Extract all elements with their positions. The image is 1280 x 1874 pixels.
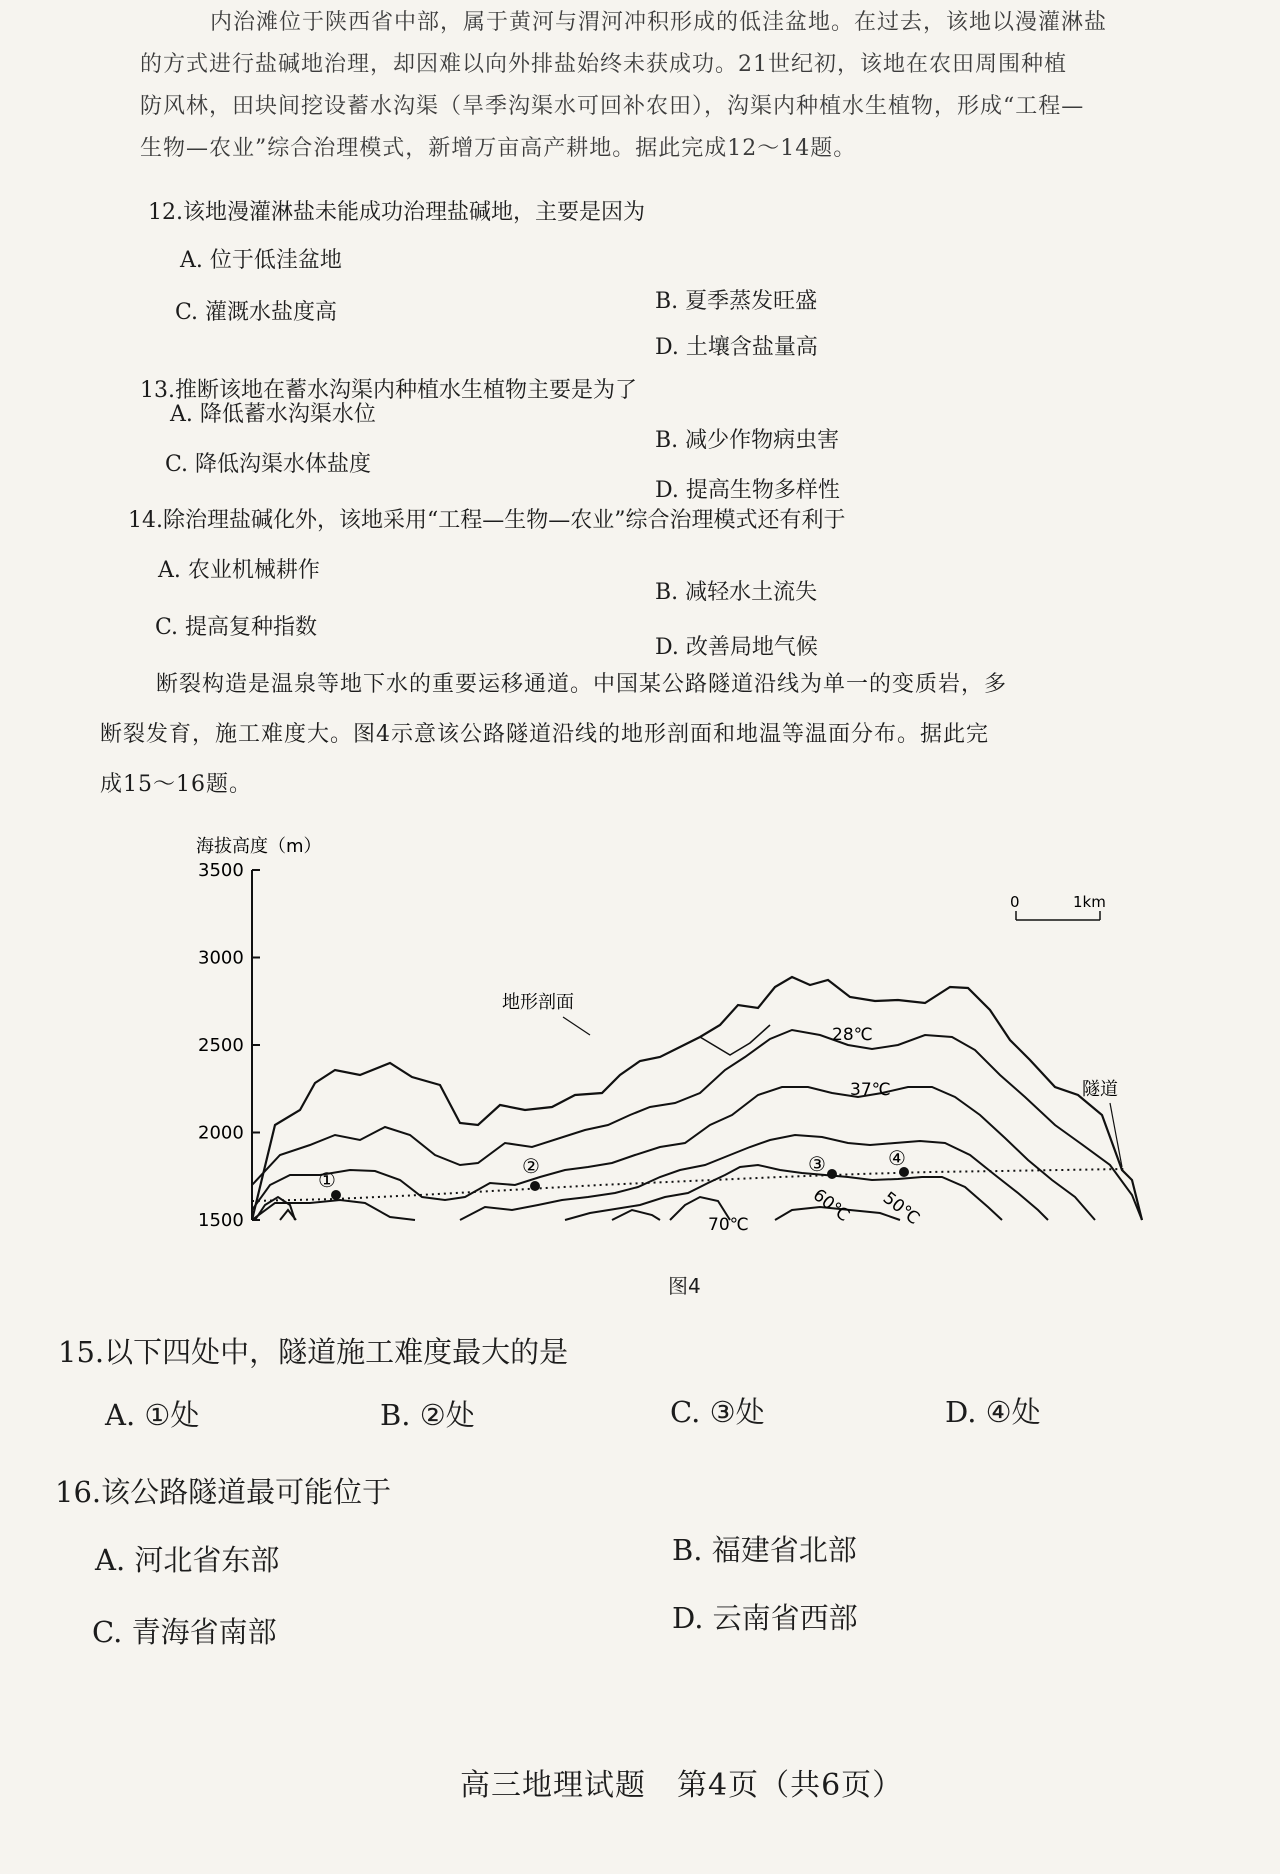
option-12-b[interactable]: B. 夏季蒸发旺盛 <box>655 289 818 314</box>
question-number: 14. <box>128 508 163 533</box>
option-13-d[interactable]: D. 提高生物多样性 <box>655 478 840 503</box>
terrain-label: 地形剖面 <box>502 992 574 1013</box>
intro-line: 的方式进行盐碱地治理，却因难以向外排盐始终未获成功。21世纪初，该地在农田周围种植 <box>140 52 1067 77</box>
tunnel-passage <box>100 660 1220 810</box>
intro-passage <box>140 2 1220 170</box>
question-stem: 该地漫灌淋盐未能成功治理盐碱地，主要是因为 <box>183 200 646 225</box>
y-tick-label: 2500 <box>198 1035 244 1056</box>
question-number: 16. <box>55 1475 102 1509</box>
tunnel-label: 隧道 <box>1082 1079 1118 1100</box>
question-number: 12. <box>148 200 183 225</box>
option-16-a[interactable]: A. 河北省东部 <box>95 1543 280 1577</box>
y-ticks <box>198 860 260 1231</box>
question-stem: 除治理盐碱化外，该地采用“工程—生物—农业”综合治理模式还有利于 <box>163 508 846 533</box>
option-15-c[interactable]: C. ③处 <box>670 1395 765 1429</box>
option-15-a[interactable]: A. ①处 <box>105 1398 200 1432</box>
iso-60-label: 60℃ <box>808 1185 854 1227</box>
iso-70-label: 70℃ <box>708 1215 749 1235</box>
option-16-d[interactable]: D. 云南省西部 <box>672 1601 858 1635</box>
question-number: 13. <box>140 378 175 403</box>
passage-line: 成15～16题。 <box>100 772 252 797</box>
option-12-a[interactable]: A. 位于低洼盆地 <box>180 248 342 273</box>
tunnel-point-3 <box>827 1169 837 1179</box>
question-number: 15. <box>58 1335 105 1369</box>
y-tick-label: 3500 <box>198 860 244 881</box>
terrain-leader <box>563 1017 590 1035</box>
scale-start: 0 <box>1010 893 1020 911</box>
iso-28-label: 28℃ <box>832 1025 873 1045</box>
tunnel-point-label: ① <box>318 1168 336 1192</box>
question-stem: 以下四处中，隧道施工难度最大的是 <box>104 1335 569 1369</box>
intro-line: 防风林，田块间挖设蓄水沟渠（旱季沟渠水可回补农田），沟渠内种植水生植物，形成“工程— <box>140 94 1085 119</box>
tunnel-leader <box>1110 1103 1122 1167</box>
option-13-c[interactable]: C. 降低沟渠水体盐度 <box>165 452 372 477</box>
question-stem: 推断该地在蓄水沟渠内种植水生植物主要是为了 <box>175 378 638 403</box>
option-12-c[interactable]: C. 灌溉水盐度高 <box>175 300 338 325</box>
passage-line: 断裂构造是温泉等地下水的重要运移通道。中国某公路隧道沿线为单一的变质岩，多 <box>156 672 1008 697</box>
tunnel-point-label: ② <box>522 1154 540 1178</box>
question-stem: 该公路隧道最可能位于 <box>101 1475 392 1509</box>
y-tick-label: 2000 <box>198 1122 244 1144</box>
y-tick-label: 3000 <box>198 947 244 969</box>
scale-bar <box>1010 893 1106 920</box>
y-axis-label: 海拔高度（m） <box>196 836 322 857</box>
tunnel-point-label: ③ <box>808 1152 826 1176</box>
option-14-a[interactable]: A. 农业机械耕作 <box>158 558 320 583</box>
option-16-c[interactable]: C. 青海省南部 <box>92 1615 277 1649</box>
tunnel-point-2 <box>530 1181 540 1191</box>
question-14 <box>128 503 846 534</box>
option-12-d[interactable]: D. 土壤含盐量高 <box>655 335 818 360</box>
option-15-b[interactable]: B. ②处 <box>380 1398 475 1432</box>
figure-caption: 图4 <box>668 1274 701 1298</box>
passage-line: 断裂发育，施工难度大。图4示意该公路隧道沿线的地形剖面和地温等温面分布。据此完 <box>100 722 989 747</box>
terrain-profile-line <box>252 977 1142 1220</box>
question-12 <box>148 195 645 226</box>
profile-chart <box>160 825 1160 1255</box>
isotherm-28 <box>252 1030 1142 1220</box>
iso-50-label: 50℃ <box>878 1188 924 1230</box>
tunnel-point-label: ④ <box>888 1146 906 1170</box>
option-15-d[interactable]: D. ④处 <box>945 1395 1041 1429</box>
y-tick-label: 1500 <box>198 1210 244 1231</box>
option-14-b[interactable]: B. 减轻水土流失 <box>655 580 818 605</box>
option-13-a[interactable]: A. 降低蓄水沟渠水位 <box>170 402 376 427</box>
iso-37-label: 37℃ <box>850 1080 891 1100</box>
option-16-b[interactable]: B. 福建省北部 <box>672 1533 857 1567</box>
intro-line: 生物—农业”综合治理模式，新增万亩高产耕地。据此完成12～14题。 <box>140 136 857 161</box>
page-footer: 高三地理试题 第4页（共6页） <box>460 1768 904 1803</box>
question-16 <box>55 1470 391 1511</box>
option-14-c[interactable]: C. 提高复种指数 <box>155 615 318 640</box>
scale-end: 1km <box>1073 893 1106 911</box>
option-13-b[interactable]: B. 减少作物病虫害 <box>655 428 840 453</box>
option-14-d[interactable]: D. 改善局地气候 <box>655 635 818 660</box>
question-15 <box>58 1330 568 1371</box>
intro-line: 内治滩位于陕西省中部，属于黄河与渭河冲积形成的低洼盆地。在过去，该地以漫灌淋盐 <box>210 10 1108 35</box>
figure-4 <box>160 825 1160 1259</box>
